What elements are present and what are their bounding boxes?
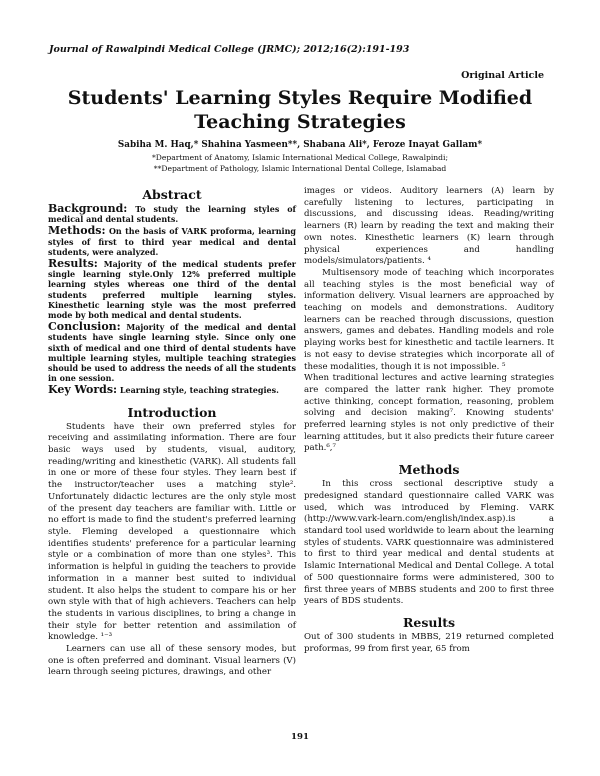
methods-paragraph-1: In this cross sectional descriptive study a predesigned standard questionnaire called VARK was used, which was introduced by Fleming. VARK (http://www.vark-learn.com/english/index.asp).is a standard tool used worldwide to learn about the learning styles of students. VARK questionnaire was administered to first to third year medical and dental students at Islamic International Medical and Dental College. A total of 500 questionnaire forms were administered, 300 to first three years of MBBS students and 200 to first three years of BDS students. (304, 479, 554, 607)
introduction-heading: Introduction (127, 404, 217, 420)
results-label: Results: (48, 257, 98, 271)
keywords-text: Learning style, teaching strategies. (119, 385, 279, 396)
background-label: Background: (48, 202, 128, 215)
results-text: Majority of the medical students prefer single learning style.Only 12% preferred multiple learning styles whereas one third of the dental students preferred multiple learning styles. Kinesthetic learning style was the most preferred mode by both medical and dental students. (48, 259, 297, 321)
article-type: Original Article (461, 70, 544, 81)
abstract-methods (48, 226, 296, 257)
introduction-paragraph-1: Students have their own preferred styles for receiving and assimilating information. There are four basic ways used by students, visual, auditory, reading/writing and kinesthetic (VARK). All students fall in one or more of these four styles. They learn best if the instructor/teacher uses a matching style². Unfortunately didactic lectures are the only style most of the present day teachers are familiar with. Little or no effort is made to find the student's preferred learning style. Fleming developed a questionnaire which identifies students' preference for a particular learning style or a combination of more than one styles³. This information is helpful in guiding the teachers to provide information in a manner best suited to individual student. It also helps the student to compare his or her own style with that of high achievers. Teachers can help the students in various disciplines, to bring a change in their style for better retention and assimilation of knowledge. ¹⁻³ (48, 421, 296, 643)
abstract-background (48, 204, 296, 224)
results-heading: Results (402, 614, 456, 630)
abstract-results (48, 259, 296, 320)
journal-citation: Journal of Rawalpindi Medical College (JRMC); 2012;16(2):191-193 (49, 44, 410, 55)
right-column (304, 186, 554, 655)
results-paragraph-1: Out of 300 students in MBBS, 219 returned completed proformas, 99 from first year, 65 from (304, 631, 554, 654)
abstract-conclusion (48, 322, 296, 383)
page-number: 191 (291, 732, 309, 742)
methods-text: On the basis of VARK proforma, learning styles of first to third year medical and dental students, were analyzed. (48, 226, 296, 257)
background-text: To study the learning styles of medical and dental students. (48, 204, 296, 225)
keywords-label: Key Words: (48, 383, 118, 397)
introduction-paragraph-2: Learners can use all of these sensory modes, but one is often preferred and dominant. Visual learners (V) learn through seeing pictures, drawings, and other (48, 644, 296, 678)
introduction-paragraph-4: When traditional lectures and active learning strategies are compared the latter rank higher. They promote active thinking, concept formation, reasoning, problem solving and decision making⁷. Knowing students' preferred learning styles is not only predictive of their learning attitudes, but it also predicts their future career path.⁶,⁷ (304, 373, 554, 454)
paper-title: Students' Learning Styles Require Modified Teaching Strategies (67, 87, 533, 133)
abstract-keywords (48, 385, 296, 395)
left-column (48, 186, 296, 679)
abstract-heading: Abstract (142, 187, 202, 202)
conclusion-label: Conclusion: (48, 320, 121, 334)
methods-heading: Methods (398, 462, 460, 478)
methods-label: Methods: (48, 224, 106, 238)
introduction-paragraph-3: Multisensory mode of teaching which incorporates all teaching styles is the most beneficial way of information delivery. Visual learners are approached by teaching on models and demonstrations. Auditory learners can be reached through discussions, question answers, games and debates. Handling models and role playing works best for kinesthetic and tactile learners. It is not easy to devise strategies which incorporate all of these modalities, though it is not impossible. ⁵ (304, 267, 554, 372)
conclusion-text: Majority of the medical and dental students have single learning style. Since only one sixth of medical and one third of dental students have multiple learning styles, multiple teaching strategies should be used to address the needs of all the students in one session. (48, 322, 296, 384)
introduction-paragraph-2-continued: images or videos. Auditory learners (A) learn by carefully listening to lectures, participating in discussions, and discussing ideas. Reading/writing learners (R) learn by reading the text and making their own notes. Kinesthetic learners (K) learn through physical experiences and handling models/simulators/patients. ⁴ (304, 186, 554, 267)
authors: Sabiha M. Haq,* Shahina Yasmeen**, Shabana Ali*, Feroze Inayat Gallam* (117, 140, 483, 150)
affiliation-2: **Department of Pathology, Islamic International Dental College, Islamabad (153, 164, 447, 173)
affiliation-1: *Department of Anatomy, Islamic International Medical College, Rawalpindi; (151, 153, 449, 162)
